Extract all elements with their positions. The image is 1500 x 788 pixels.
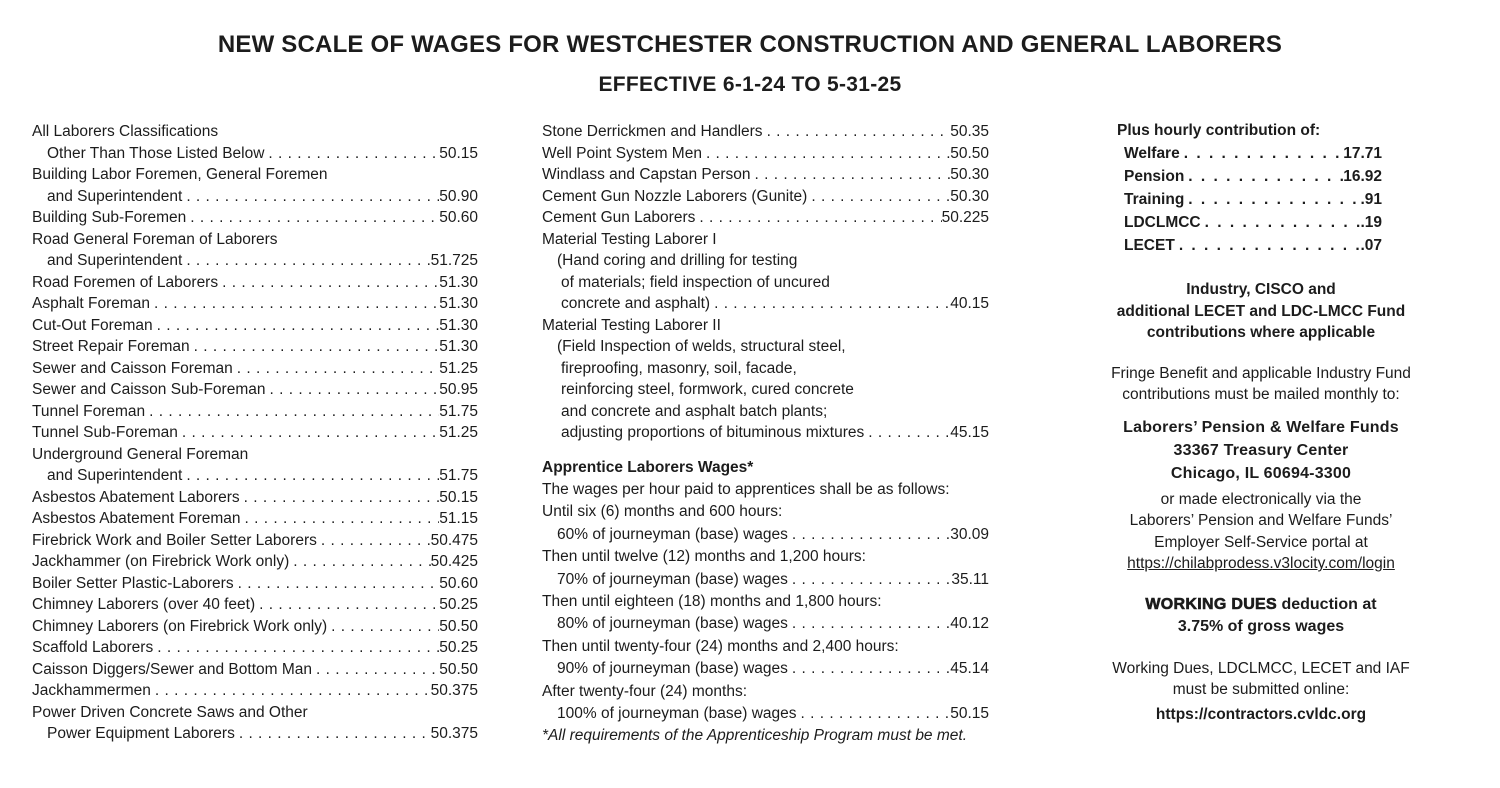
wage-label: Asbestos Abatement Foreman xyxy=(32,510,241,527)
dot-leader xyxy=(190,336,440,358)
wage-row-wrap-line: Underground General Foreman xyxy=(32,445,249,463)
wage-list-middle xyxy=(542,121,989,748)
wage-row xyxy=(32,422,478,444)
dot-leader xyxy=(1184,188,1360,211)
submit-note-line: must be submitted online: xyxy=(1172,681,1350,698)
wage-label: Caisson Diggers/Sewer and Bottom Man xyxy=(32,660,312,678)
contribution-row xyxy=(1124,234,1382,257)
dot-leader xyxy=(1175,234,1361,257)
dot-leader xyxy=(1201,211,1361,234)
wage-rows-middle xyxy=(542,121,989,444)
dot-leader xyxy=(788,658,950,680)
wage-row xyxy=(32,358,478,380)
wage-label: 70% of journeyman (base) wages xyxy=(557,570,788,588)
wage-row xyxy=(542,207,989,229)
wage-label: Other Than Those Listed Below xyxy=(47,144,265,162)
dot-leader xyxy=(327,616,439,638)
wage-row xyxy=(32,143,478,165)
dot-leader xyxy=(218,272,439,294)
wage-label: 60% of journeyman (base) wages xyxy=(557,525,788,543)
wage-value: 51.75 xyxy=(439,402,478,420)
industry-note-line: additional LECET and LDC-LMCC Fund xyxy=(1116,302,1406,320)
wage-label: Scaffold Laborers xyxy=(32,639,154,656)
submit-note xyxy=(1100,658,1422,701)
contributions-column xyxy=(1100,119,1422,725)
wage-label: Cut-Out Foreman xyxy=(32,316,153,334)
wage-value: 50.30 xyxy=(950,187,989,205)
portal-link[interactable]: https://chilabprodess.v3locity.com/login xyxy=(1127,555,1395,572)
contribution-row xyxy=(1124,211,1382,234)
dot-leader xyxy=(151,680,431,702)
wage-row xyxy=(542,186,989,208)
dot-leader xyxy=(788,524,950,546)
wage-value: .07 xyxy=(1360,237,1382,254)
dot-leader xyxy=(234,573,440,595)
funds-address xyxy=(1100,416,1422,485)
wage-row-wrap-line: Road General Foreman of Laborers xyxy=(32,230,278,248)
wage-label: Well Point System Men xyxy=(542,144,702,162)
wage-row xyxy=(32,616,478,638)
wage-value: 50.30 xyxy=(950,166,989,183)
dot-leader xyxy=(182,186,439,208)
wage-row xyxy=(32,530,478,552)
funds-address-line: Laborers’ Pension & Welfare Funds xyxy=(1123,418,1399,436)
dot-leader xyxy=(751,164,951,186)
wage-label: LECET xyxy=(1124,237,1175,254)
dot-leader xyxy=(312,659,439,681)
wage-label: Street Repair Foreman xyxy=(32,338,190,355)
wage-list-left xyxy=(32,121,478,745)
dot-leader xyxy=(145,401,439,423)
wage-row xyxy=(32,508,478,530)
wage-value: 35.11 xyxy=(951,570,989,588)
wage-label: adjusting proportions of bituminous mixtures xyxy=(561,424,865,441)
wage-row xyxy=(32,465,478,487)
dot-leader xyxy=(182,465,439,487)
wage-label: and Superintendent xyxy=(47,467,183,484)
apprentice-wages-section xyxy=(542,457,989,748)
wage-row xyxy=(32,293,478,315)
apprentice-period: Then until twenty-four (24) months and 2,400 hours: xyxy=(542,637,899,655)
working-dues-line1 xyxy=(1100,594,1422,617)
wage-label: and Superintendent xyxy=(47,252,183,269)
submit-link[interactable]: https://contractors.cvldc.org xyxy=(1155,705,1367,723)
wage-value: 30.09 xyxy=(950,525,989,543)
wage-label: Pension xyxy=(1124,168,1185,185)
dot-leader xyxy=(255,594,439,616)
wage-row-wrap-line: reinforcing steel, formwork, cured concrete xyxy=(561,381,854,398)
wage-label: Jackhammer (on Firebrick Work only) xyxy=(32,553,290,570)
working-dues-line2: 3.75% of gross wages xyxy=(1177,618,1345,635)
apprentice-intro: The wages per hour paid to apprentices shall be as follows: xyxy=(542,480,950,498)
dot-leader xyxy=(241,508,440,530)
wage-row-wrap-line: Building Labor Foremen, General Foremen xyxy=(32,166,328,183)
apprentice-steps xyxy=(542,501,989,725)
wage-label: Firebrick Work and Boiler Setter Laborers xyxy=(32,531,317,549)
wage-value: 50.15 xyxy=(439,144,478,162)
apprentice-heading: Apprentice Laborers Wages* xyxy=(542,458,754,476)
wage-row-wrap-line: All Laborers Classifications xyxy=(32,123,219,140)
dot-leader xyxy=(317,530,431,552)
wage-label: Cement Gun Nozzle Laborers (Gunite) xyxy=(542,187,808,205)
wage-row-wrap-line: (Hand coring and drilling for testing xyxy=(557,252,798,269)
wage-value: 50.15 xyxy=(439,488,478,506)
wage-row xyxy=(32,315,478,337)
dot-leader xyxy=(1180,142,1343,165)
dot-leader xyxy=(864,422,950,444)
apprentice-step xyxy=(542,658,989,680)
wage-row-wrap-line: Material Testing Laborer I xyxy=(542,230,717,248)
working-dues-rest: deduction at xyxy=(1277,595,1377,613)
wage-value: 40.15 xyxy=(950,295,989,312)
dot-leader xyxy=(702,143,950,165)
wage-label: Welfare xyxy=(1124,145,1180,162)
wage-label: Sewer and Caisson Foreman xyxy=(32,359,233,377)
contributions-section xyxy=(1100,119,1422,257)
submit-url-block xyxy=(1100,704,1422,726)
wage-label: Chimney Laborers (on Firebrick Work only) xyxy=(32,617,328,635)
wage-row xyxy=(542,121,989,143)
wage-value: 51.25 xyxy=(439,424,478,441)
wage-label: Windlass and Capstan Person xyxy=(542,166,751,183)
wage-label: 90% of journeyman (base) wages xyxy=(557,660,788,678)
wage-label: Training xyxy=(1124,191,1185,208)
wage-label: 80% of journeyman (base) wages xyxy=(557,615,788,633)
wage-value: 50.225 xyxy=(941,209,989,226)
dot-leader xyxy=(150,293,439,315)
wage-row-wrap-line: (Field Inspection of welds, structural steel, xyxy=(557,338,846,355)
dot-leader xyxy=(186,207,439,229)
apprentice-period: After twenty-four (24) months: xyxy=(542,682,748,700)
funds-address-line: 33367 Treasury Center xyxy=(1173,441,1349,459)
wage-row xyxy=(542,293,989,315)
wage-value: 51.30 xyxy=(439,338,478,355)
wage-value: 51.25 xyxy=(439,359,478,377)
wage-label: Sewer and Caisson Sub-Foreman xyxy=(32,381,266,398)
wage-value: 51.30 xyxy=(439,273,478,291)
fringe-note xyxy=(1100,363,1422,406)
wage-row xyxy=(32,680,478,702)
wage-row xyxy=(32,594,478,616)
wage-row xyxy=(32,336,478,358)
contribution-rows xyxy=(1100,142,1422,257)
wage-label: 100% of journeyman (base) wages xyxy=(557,704,797,722)
wage-row-wrap-line: of materials; field inspection of uncured xyxy=(561,273,830,291)
industry-note xyxy=(1100,279,1422,344)
wage-value: 50.50 xyxy=(439,617,478,635)
wage-label: Road Foremen of Laborers xyxy=(32,273,219,291)
dot-leader xyxy=(788,613,950,635)
wage-row xyxy=(32,250,478,272)
wage-value: 50.90 xyxy=(439,187,478,205)
wage-value: .19 xyxy=(1360,214,1382,231)
wage-label: Building Sub-Foremen xyxy=(32,209,187,226)
wage-value: 45.15 xyxy=(950,424,989,441)
wage-row xyxy=(32,272,478,294)
dot-leader xyxy=(695,207,941,229)
wage-row-wrap-line: and concrete and asphalt batch plants; xyxy=(561,402,828,420)
dot-leader xyxy=(797,703,951,725)
dot-leader xyxy=(233,358,439,380)
wage-value: 50.425 xyxy=(430,553,478,570)
apprentice-footnote: *All requirements of the Apprenticeship Program must be met. xyxy=(542,727,968,745)
wage-label: Stone Derrickmen and Handlers xyxy=(542,123,763,140)
contribution-row xyxy=(1124,165,1382,188)
wage-value: 51.725 xyxy=(430,252,478,269)
effective-dates: EFFECTIVE 6-1-24 TO 5-31-25 xyxy=(598,73,902,96)
apprentice-step xyxy=(542,569,989,591)
industry-note-line: Industry, CISCO and xyxy=(1186,281,1336,298)
wage-row-wrap-line: Material Testing Laborer II xyxy=(542,316,721,334)
apprentice-period: Then until eighteen (18) months and 1,800 hours: xyxy=(542,592,882,610)
dot-leader xyxy=(235,723,431,745)
wage-label: Chimney Laborers (over 40 feet) xyxy=(32,596,256,613)
wage-row xyxy=(542,164,989,186)
dot-leader xyxy=(763,121,951,143)
apprentice-period: Then until twelve (12) months and 1,200 hours: xyxy=(542,548,866,566)
submit-note-line: Working Dues, LDCLMCC, LECET and IAF xyxy=(1112,659,1410,677)
wage-value: 50.95 xyxy=(439,381,478,398)
wage-value: 50.25 xyxy=(439,596,478,613)
wage-value: 17.71 xyxy=(1343,145,1382,162)
wage-row xyxy=(542,143,989,165)
electronic-note-line: Employer Self-Service portal at xyxy=(1154,533,1368,551)
wage-value: 50.25 xyxy=(439,639,478,656)
wage-row xyxy=(32,379,478,401)
wage-row xyxy=(32,186,478,208)
wage-value: 50.475 xyxy=(430,531,478,549)
wage-label: Jackhammermen xyxy=(32,682,151,699)
wage-value: 45.14 xyxy=(950,660,989,678)
wage-value: 50.50 xyxy=(439,660,478,678)
wage-row-wrap-line: Power Driven Concrete Saws and Other xyxy=(32,703,308,721)
wage-value: .91 xyxy=(1360,191,1382,208)
wage-row xyxy=(32,659,478,681)
wage-value: 50.375 xyxy=(430,725,478,742)
wage-value: 16.92 xyxy=(1343,168,1382,185)
funds-address-line: Chicago, IL 60694-3300 xyxy=(1170,464,1352,482)
wage-row xyxy=(32,637,478,659)
working-dues-emphasis: WORKING DUES xyxy=(1145,595,1278,613)
dot-leader xyxy=(178,422,439,444)
wage-row xyxy=(32,551,478,573)
electronic-note-line: Laborers’ Pension and Welfare Funds’ xyxy=(1129,512,1393,529)
wage-label: Asbestos Abatement Laborers xyxy=(32,488,240,506)
wage-value: 51.75 xyxy=(439,467,478,484)
wage-value: 51.15 xyxy=(439,510,478,527)
dot-leader xyxy=(710,293,950,315)
dot-leader xyxy=(153,315,440,337)
fringe-note-line: Fringe Benefit and applicable Industry Fund xyxy=(1111,364,1411,382)
wage-row xyxy=(542,422,989,444)
dot-leader xyxy=(265,379,439,401)
wage-label: concrete and asphalt) xyxy=(561,295,711,312)
wage-label: and Superintendent xyxy=(47,187,183,205)
contributions-heading: Plus hourly contribution of: xyxy=(1117,122,1321,139)
apprentice-step xyxy=(542,613,989,635)
wage-row xyxy=(32,723,478,745)
dot-leader xyxy=(807,186,950,208)
apprentice-step xyxy=(542,524,989,546)
wage-value: 50.15 xyxy=(950,704,989,722)
wage-row xyxy=(32,573,478,595)
wage-label: Asphalt Foreman xyxy=(32,295,151,312)
apprentice-period: Until six (6) months and 600 hours: xyxy=(542,503,783,521)
wage-label: Tunnel Foreman xyxy=(32,402,146,420)
contribution-row xyxy=(1124,142,1382,165)
wage-row xyxy=(32,401,478,423)
wage-label: Power Equipment Laborers xyxy=(47,725,235,742)
wage-row xyxy=(32,207,478,229)
wage-value: 40.12 xyxy=(950,615,989,633)
wage-row xyxy=(32,487,478,509)
wage-value: 51.30 xyxy=(439,295,478,312)
document-title: NEW SCALE OF WAGES FOR WESTCHESTER CONSTRUCTION AND GENERAL LABORERS xyxy=(217,31,1283,58)
dot-leader xyxy=(1184,165,1343,188)
wage-value: 50.60 xyxy=(439,574,478,592)
wage-label: Tunnel Sub-Foreman xyxy=(32,424,178,441)
dot-leader xyxy=(153,637,439,659)
wage-label: LDCLMCC xyxy=(1124,214,1201,231)
contribution-row xyxy=(1124,188,1382,211)
wage-row-wrap-line: fireproofing, masonry, soil, facade, xyxy=(561,359,797,377)
fringe-note-line: contributions must be mailed monthly to: xyxy=(1122,386,1400,403)
wage-value: 51.30 xyxy=(439,316,478,334)
wage-value: 50.375 xyxy=(430,682,478,699)
wage-value: 50.50 xyxy=(950,144,989,162)
apprentice-step xyxy=(542,703,989,725)
dot-leader xyxy=(788,569,951,591)
wage-label: Cement Gun Laborers xyxy=(542,209,696,226)
industry-note-line: contributions where applicable xyxy=(1146,324,1376,341)
wage-value: 50.60 xyxy=(439,209,478,226)
electronic-note-line: or made electronically via the xyxy=(1160,490,1362,508)
wage-value: 50.35 xyxy=(950,123,989,140)
dot-leader xyxy=(264,143,439,165)
dot-leader xyxy=(289,551,430,573)
working-dues-note xyxy=(1100,594,1422,639)
dot-leader xyxy=(182,250,430,272)
dot-leader xyxy=(240,487,440,509)
electronic-note xyxy=(1100,489,1422,575)
wage-label: Boiler Setter Plastic-Laborers xyxy=(32,574,234,592)
